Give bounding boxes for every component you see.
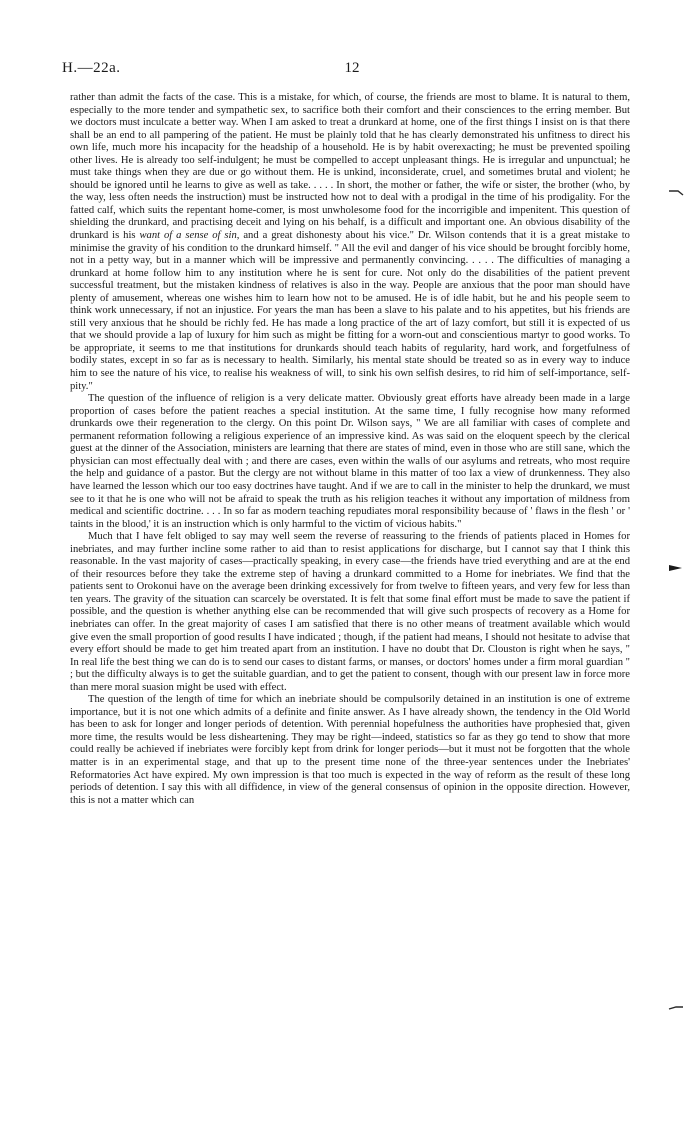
paragraph (70, 531, 630, 694)
italic-text: want of a sense of sin (139, 230, 237, 242)
body-text (70, 92, 630, 807)
document-reference: H.—22a. (62, 60, 121, 76)
paragraph (70, 92, 630, 393)
page-header (62, 60, 642, 82)
page-number: 12 (344, 60, 360, 76)
paragraph (70, 694, 630, 807)
paragraph-text: , and a great dishonesty about his vice." Dr. Wilson contends that it is a great mistake to minimise the gravity of his condition to the drunkard himself. " All the evil and danger of his vice should be brought forcibly home, not in a petty way, but in a manner which will be impressive and permanently convincing. . . . . The difficulties of managing a drunkard at home follow him to any institution where he is sent for cure. Not only do the disabilities of the patient prevent successful treatment, but the mistaken kindness of relatives is also in the way. People are anxious that the poor man should have plenty of amusement, whereas one wishes him to learn how not to be amused. He is of idle habit, but he and his people seem to think work unnecessary, if not an injustice. For years the man has been a slave to his palate and to his appetites, but his friends are still very anxious that he should be richly fed. He has made a long practice of the art of lazy comfort, but still it is expected of us that we should provide a lap of luxury for him such as might be fitting for a worn-out and conscientious martyr to good works. To be appropriate, it seems to me that institutions for drunkards should teach habits of regularity, hard work, and forgetfulness of bodily states, except in so far as is necessary to health. Similarly, his mental state should be treated so as in every way to induce him to see the nature of his vice, to realise his weakness of will, to sink his own selfish desires, to rid him of self-importance, self-pity." (70, 230, 630, 392)
margin-mark (668, 1003, 684, 1013)
paragraph-text: The question of the influence of religion is a very delicate matter. Obviously great efforts have already been made in a large proportion of cases before the patient reaches a special institution. At the same time, I fully recognise how many reformed drunkards owe their regeneration to the clergy. On this point Dr. Wilson says, " We are all familiar with cases of complete and permanent reformation following a religious experience of an impressive kind. As was said on the eloquent speech by the clerical guest at the dinner of the Association, ministers are learning that there are states of mind, even in those who are still sane, which the physician can most effectually deal with ; and there are cases, even within the walls of our asylums and retreats, who most require the help and guidance of a pastor. But the clergy are not without blame in this matter of too lax a view of drunkenness. They also have learned the lesson which our too easy doctrines have taught. And if we are to call in the minister to help the drunkard, we must see to it that he is one who will not be afraid to speak the truth as his religion teaches it without any importation of mildness from medical and scientific doctrine. . . . In so far as modern teaching repudiates moral responsibility because of ' flaws in the flesh ' or ' taints in the blood,' it is an instruction which is only harmful to the victim of vicious habits." (70, 393, 630, 530)
paragraph-text: rather than admit the facts of the case. This is a mistake, for which, of course, the friends are most to blame. It is natural to them, especially to the more tender and sympathetic sex, to sacrifice both their comfort and their consciences to the erring member. But we doctors must inculcate a better way. When I am asked to treat a drunkard at home, one of the first things I insist on is that there shall be an end to all pampering of the patient. He must be plainly told that he has clearly demonstrated his unfitness to direct his own life, much more his incapacity for the headship of a household. He is by habit overexacting; he must be prevented spoiling other lives. He is already too self-indulgent; he must be compelled to accept unpleasant things. He is irregular and unpunctual; he must take things when they are due or go without them. He is unkind, inconsiderate, cruel, and sometimes brutal and violent; he should be ignored until he learns to give as well as take. . . . . In short, the mother or father, the wife or sister, the brother (who, by the way, less often needs the instruction) must be instructed how not to deal with a prodigal in the time of his prodigality. For the fatted calf, which suits the repentant home-comer, is most unwholesome food for the incorrigible and impenitent. This question of shielding the drunkard, and practising deceit and lying on his behalf, is a difficult and important one. An obvious disability of the drunkard is his (70, 92, 630, 242)
paragraph-text: The question of the length of time for which an inebriate should be compulsorily detained in an institution is one of extreme importance, but it is not one which admits of a definite and finite answer. As I have already shown, the tendency in the Old World has been to ask for longer and longer periods of detention. With perennial hopefulness the authorities have prophesied that, given more time, the results would be less disheartening. They may be right—indeed, statistics so far as they go tend to show that more could really be achieved if inebriates were forcibly kept from drink for longer periods—but it must not be forgotten that the whole matter is in an experimental stage, and that up to the present time none of the three-year sentences under the Inebriates' Reformatories Act have expired. My own impression is that too much is expected in the way of reform as the result of these long periods of detention. I say this with all diffidence, in view of the general consensus of opinion in the opposite direction. However, this is not a matter which can (70, 694, 630, 806)
paragraph-text: Much that I have felt obliged to say may well seem the reverse of reassuring to the friends of patients placed in Homes for inebriates, and may further incline some rather to aid than to resist applications for discharge, but I cannot say that I think this reasonable. In the vast majority of cases—practically speaking, in every case—the friends have tried everything and are at the end of their resources before they take the extreme step of having a drunkard committed to a Home for inebriates. We find that the patients sent to Orokonui have on the average been drinking excessively for from twelve to fifteen years, and very few for less than ten years. The gravity of the situation can scarcely be overstated. It is felt that some final effort must be made to save the patient if possible, and the question is whether anything else can be recommended that will give such prospects of recovery as a Home for inebriates can offer. In the great majority of cases I am satisfied that there is no other means of treatment available which would give even the small proportion of good results I have indicated ; though, if the patient had means, I should not hesitate to advise that every effort should be made to get him treated apart from an institution. I have no doubt that Dr. Clouston is right when he says, " In real life the best thing we can do is to send our cases to distant farms, or manses, or doctors' homes under a firm moral guardian " ; but the difficulty always is to get the suitable guardian, and to get the patient to consent, though with our present law in force more than mere moral suasion might be used with effect. (70, 531, 630, 693)
margin-mark (668, 188, 684, 198)
paragraph (70, 393, 630, 531)
margin-mark (668, 563, 684, 573)
